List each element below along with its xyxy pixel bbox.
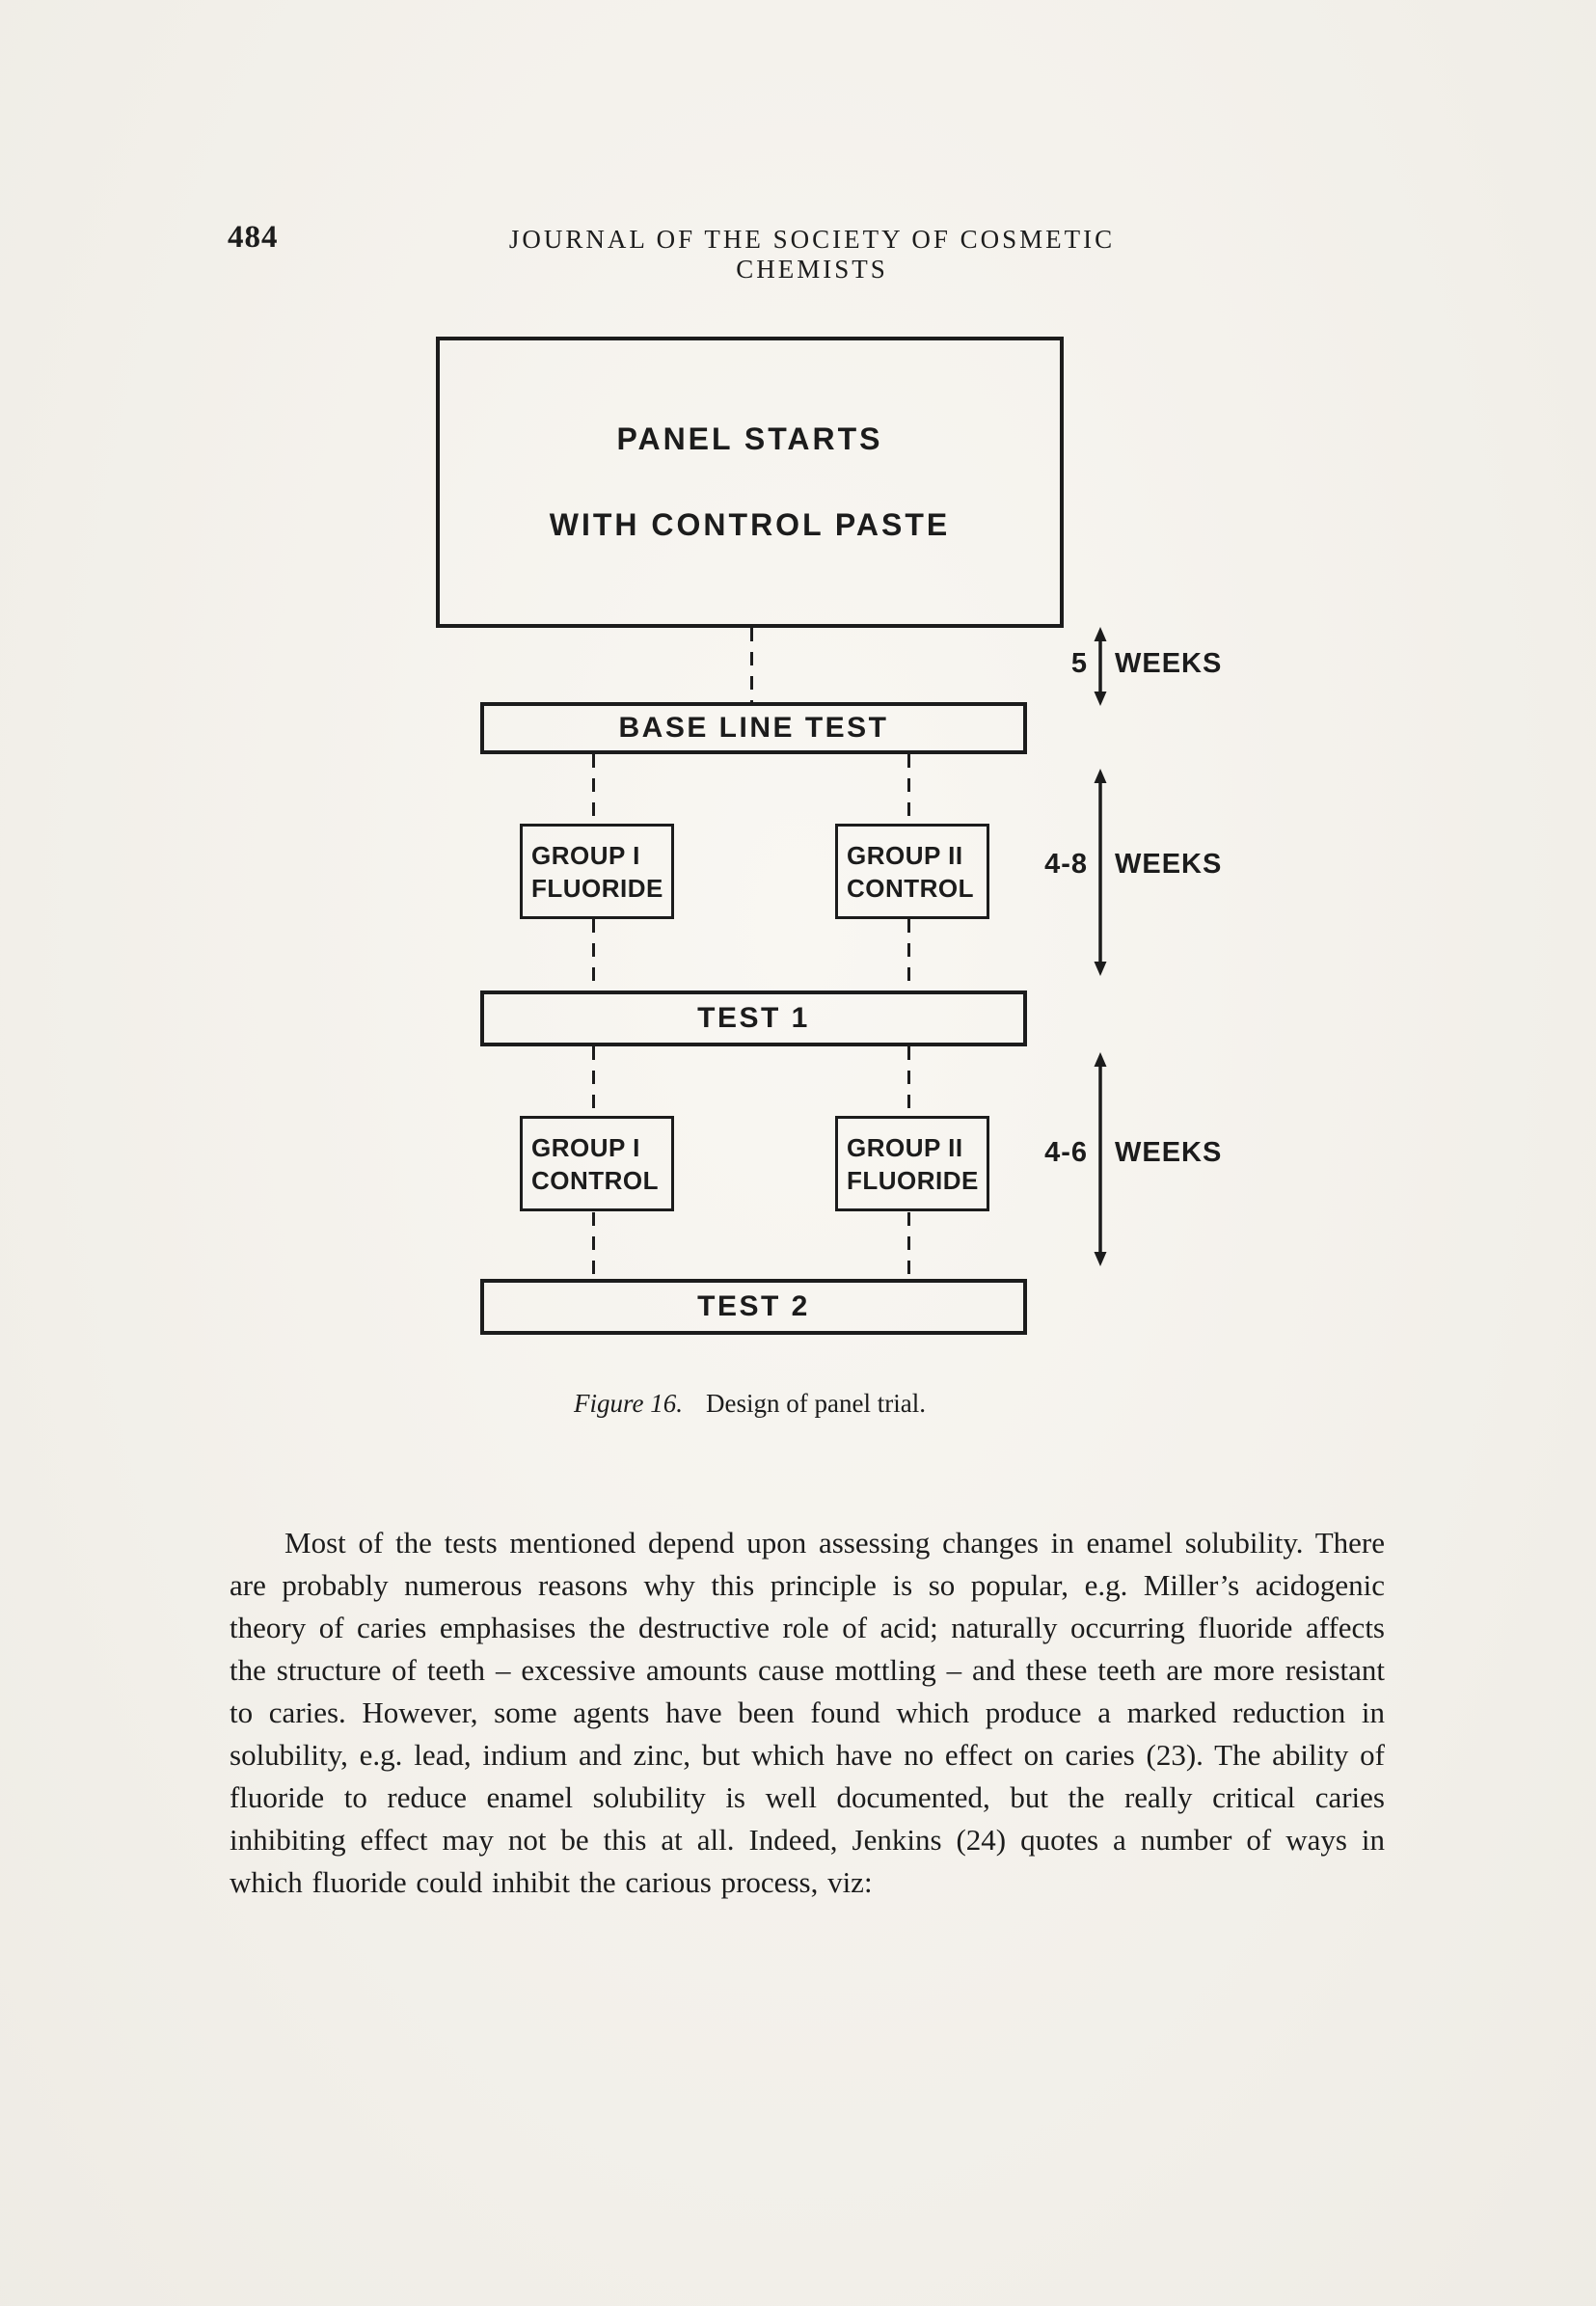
base-line-test-label: BASE LINE TEST — [618, 712, 889, 744]
dashed-connector — [592, 1046, 595, 1116]
group2-control-box — [835, 824, 989, 919]
base-line-test-box — [480, 702, 1027, 754]
double-arrow-icon — [1091, 627, 1110, 706]
figure-caption — [436, 1389, 1064, 1419]
group2-fluoride-box — [835, 1116, 989, 1211]
page-number: 484 — [228, 220, 279, 255]
double-arrow-icon — [1091, 769, 1110, 976]
group2-control-line2: CONTROL — [847, 873, 975, 903]
group1-fluoride-box — [520, 824, 674, 919]
duration-bottom-value: 4-6 — [1044, 1137, 1088, 1168]
figure-caption-text: Design of panel trial. — [706, 1389, 926, 1418]
panel-starts-box — [436, 337, 1064, 628]
dashed-connector — [750, 628, 753, 702]
dashed-connector — [907, 1212, 910, 1279]
test1-label: TEST 1 — [697, 1002, 810, 1034]
group1-fluoride-line1: GROUP I — [531, 840, 640, 870]
group2-fluoride-line2: FLUORIDE — [847, 1165, 979, 1195]
group2-fluoride-line1: GROUP II — [847, 1132, 963, 1162]
duration-top-value: 5 — [1070, 648, 1088, 679]
test2-label: TEST 2 — [697, 1290, 810, 1322]
dashed-connector — [907, 1046, 910, 1116]
duration-mid-value: 4-8 — [1044, 849, 1088, 880]
group1-control-line1: GROUP I — [531, 1132, 640, 1162]
running-head: JOURNAL OF THE SOCIETY OF COSMETIC CHEMISTS — [508, 225, 1116, 284]
panel-starts-line1: PANEL STARTS — [616, 421, 883, 456]
dashed-connector — [592, 754, 595, 824]
test2-box — [480, 1279, 1027, 1335]
group2-control-line1: GROUP II — [847, 840, 963, 870]
dashed-connector — [592, 1212, 595, 1279]
dashed-connector — [592, 919, 595, 990]
duration-mid-unit: WEEKS — [1115, 849, 1223, 880]
test1-box — [480, 990, 1027, 1046]
group1-fluoride-line2: FLUORIDE — [531, 873, 663, 903]
dashed-connector — [907, 754, 910, 824]
duration-bottom-unit: WEEKS — [1115, 1137, 1223, 1168]
duration-top-unit: WEEKS — [1115, 648, 1223, 679]
panel-starts-line2: WITH CONTROL PASTE — [549, 507, 951, 542]
dashed-connector — [907, 919, 910, 990]
double-arrow-icon — [1091, 1052, 1110, 1266]
figure-caption-label: Figure 16. — [574, 1389, 684, 1418]
body-paragraph: Most of the tests mentioned depend upon assessing changes in enamel solubility. There are probably numerous reasons why this principle is so popular, e.g. Miller’s acidogenic theory of caries emphasises the destructive role of acid; naturally occurring fluoride affects the structure of teeth – excessive amounts cause mottling – and these teeth are more resistant to caries. However, some agents have been found which produce a marked reduction in solubility, e.g. lead, indium and zinc, but which have no effect on caries (23). The ability of fluoride to reduce enamel solubility is well documented, but the really critical caries inhibiting effect may not be this at all. Indeed, Jenkins (24) quotes a number of ways in which fluoride could inhibit the carious process, viz: — [230, 1526, 1385, 1899]
group1-control-box — [520, 1116, 674, 1211]
group1-control-line2: CONTROL — [531, 1165, 660, 1195]
